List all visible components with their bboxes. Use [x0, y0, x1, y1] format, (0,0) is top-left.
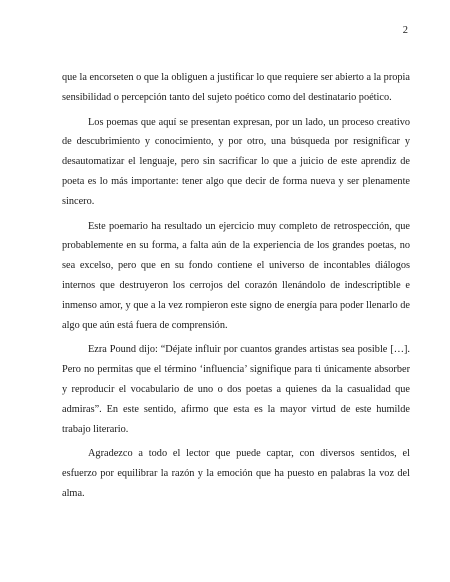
- body-text: [62, 68, 410, 509]
- paragraph-ezra-pound-quote: Ezra Pound dijo: “Déjate influir por cuantos grandes artistas sea posible […]. Pero no permitas que el término ‘influencia’ signifique para ti únicamente absorber y reproducir el vocabulario de uno o dos poetas a quienes da la casualidad que admiras”. En este sentido, afirmo que esta es la mayor virtud de este humilde trabajo literario.: [62, 344, 410, 435]
- page-number: 2: [402, 25, 408, 36]
- paragraph-acknowledgement: Agradezco a todo el lector que puede captar, con diversos sentidos, el esfuerzo por equilibrar la razón y la emoción que ha puesto en palabras la voz del alma.: [62, 448, 410, 499]
- paragraph-continuation: que la encorseten o que la obliguen a justificar lo que requiere ser abierto a la propia sensibilidad o percepción tanto del sujeto poético como del destinatario poético.: [62, 72, 410, 103]
- paragraph-poems-intro: Los poemas que aquí se presentan expresan, por un lado, un proceso creativo de descubrimiento y conocimiento, y por otro, una búsqueda por resignificar y desautomatizar el lenguaje, pero sin sacrificar lo que a juicio de este aprendiz de poeta es lo más importante: tener algo que decir de forma nueva y ser plenamente sincero.: [62, 116, 410, 207]
- paragraph-retrospection: Este poemario ha resultado un ejercicio muy completo de retrospección, que probablemente en su forma, a falta aún de la experiencia de los grandes poetas, no sea excelso, pero que en su fondo contiene el universo de incontables diálogos internos que destruyeron los cerrojos del corazón llenándolo de indescriptible e inmenso amor, y que a la vez rompieron este signo de energía para poder llenarlo de algo que aún está fuera de comprensión.: [62, 220, 410, 331]
